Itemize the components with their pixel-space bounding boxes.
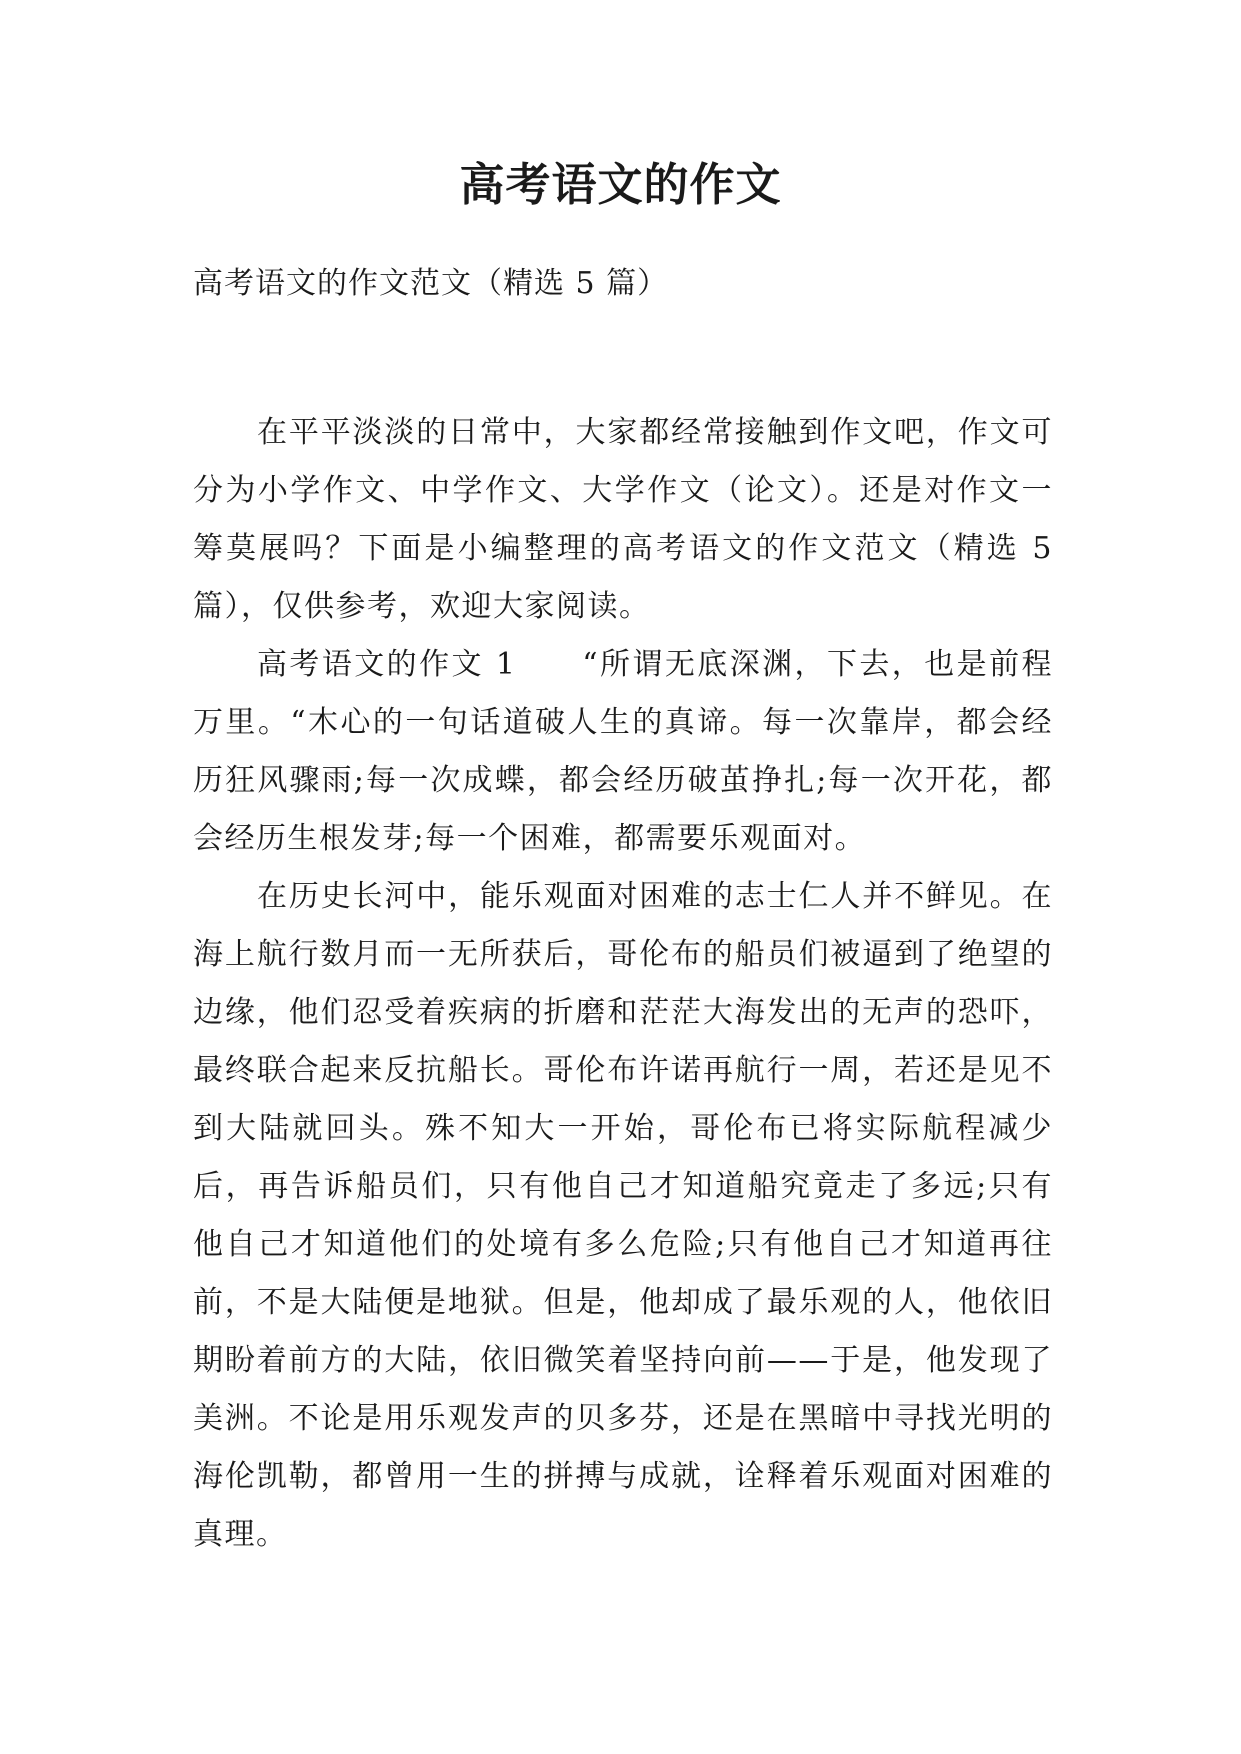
essay-1-history-paragraph: 在历史长河中，能乐观面对困难的志士仁人并不鲜见。在海上航行数月而一无所获后，哥伦布的船员们被逼到了绝望的边缘，他们忍受着疾病的折磨和茫茫大海发出的无声的恐吓，最终联合起来反抗船长。哥伦布许诺再航行一周，若还是见不到大陆就回头。殊不知大一开始，哥伦布已将实际航程减少后，再告诉船员们，只有他自己才知道船究竟走了多远;只有他自己才知道他们的处境有多么危险;只有他自己才知道再往前，不是大陆便是地狱。但是，他却成了最乐观的人，他依旧期盼着前方的大陆，依旧微笑着坚持向前——于是，他发现了美洲。不论是用乐观发声的贝多芬，还是在黑暗中寻找光明的海伦凯勒，都曾用一生的拼搏与成就，诠释着乐观面对困难的真理。 — [193, 879, 1053, 1552]
intro-paragraph: 在平平淡淡的日常中，大家都经常接触到作文吧，作文可分为小学作文、中学作文、大学作文（论文）。还是对作文一筹莫展吗？下面是小编整理的高考语文的作文范文（精选 5 篇），仅供参考，欢迎大家阅读。 — [193, 415, 1053, 624]
essay-1-opening-paragraph: 高考语文的作文 1 “所谓无底深渊，下去，也是前程万里。“木心的一句话道破人生的真谛。每一次靠岸，都会经历狂风骤雨;每一次成蝶，都会经历破茧挣扎;每一次开花，都会经历生根发芽;每一个困难，都需要乐观面对。 — [193, 647, 1053, 856]
document-body — [193, 404, 1053, 1564]
document-title: 高考语文的作文 — [459, 158, 782, 211]
document-subtitle: 高考语文的作文范文（精选 5 篇） — [193, 266, 669, 301]
